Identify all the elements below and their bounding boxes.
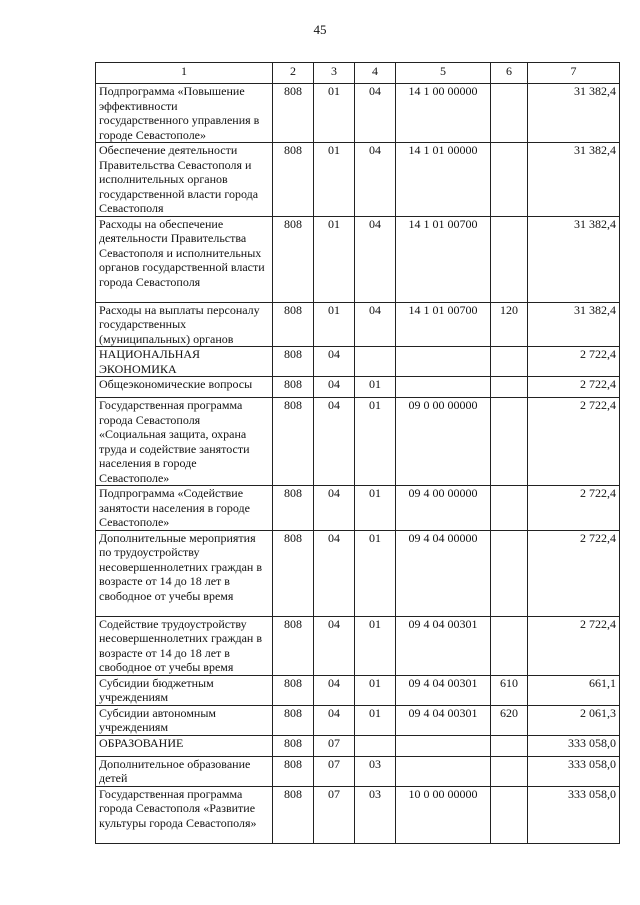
table-row [96, 302, 620, 347]
subsection-code-cell: 01 [355, 377, 396, 398]
subsection-code-cell: 04 [355, 84, 396, 143]
header-cell: 7 [528, 63, 620, 84]
ministry-code-cell: 808 [273, 377, 314, 398]
amount-cell: 661,1 [528, 675, 620, 705]
expense-type-cell: 610 [491, 675, 528, 705]
ministry-code-cell: 808 [273, 398, 314, 486]
amount-cell: 2 722,4 [528, 530, 620, 616]
expense-type-cell [491, 216, 528, 302]
table-row [96, 486, 620, 531]
ministry-code-cell: 808 [273, 302, 314, 347]
subsection-code-cell: 01 [355, 486, 396, 531]
ministry-code-cell: 808 [273, 84, 314, 143]
section-code-cell: 07 [314, 756, 355, 786]
table-row [96, 705, 620, 735]
subsection-code-cell: 04 [355, 143, 396, 217]
section-code-cell: 01 [314, 143, 355, 217]
target-article-cell: 14 1 01 00000 [396, 143, 491, 217]
subsection-code-cell [355, 735, 396, 756]
table-row [96, 735, 620, 756]
table-row [96, 84, 620, 143]
table-row [96, 216, 620, 302]
amount-cell: 31 382,4 [528, 302, 620, 347]
ministry-code-cell: 808 [273, 347, 314, 377]
section-code-cell: 07 [314, 735, 355, 756]
header-cell: 3 [314, 63, 355, 84]
amount-cell: 31 382,4 [528, 143, 620, 217]
section-code-cell: 04 [314, 486, 355, 531]
section-code-cell: 07 [314, 786, 355, 843]
target-article-cell: 09 0 00 00000 [396, 398, 491, 486]
ministry-code-cell: 808 [273, 530, 314, 616]
subsection-code-cell: 03 [355, 756, 396, 786]
section-code-cell: 01 [314, 84, 355, 143]
amount-cell: 333 058,0 [528, 735, 620, 756]
target-article-cell [396, 756, 491, 786]
target-article-cell [396, 347, 491, 377]
expense-type-cell [491, 398, 528, 486]
item-name-cell: Содействие трудоустройству несовершеннолетних граждан в возрасте от 14 до 18 лет в свободное от учебы время [96, 616, 273, 675]
expense-type-cell [491, 347, 528, 377]
ministry-code-cell: 808 [273, 675, 314, 705]
subsection-code-cell: 04 [355, 216, 396, 302]
table-row [96, 616, 620, 675]
subsection-code-cell: 01 [355, 530, 396, 616]
ministry-code-cell: 808 [273, 616, 314, 675]
section-code-cell: 04 [314, 616, 355, 675]
table-row [96, 377, 620, 398]
item-name-cell: Государственная программа города Севастополя «Развитие культуры города Севастополя» [96, 786, 273, 843]
expense-type-cell [491, 616, 528, 675]
expense-type-cell [491, 486, 528, 531]
target-article-cell: 09 4 04 00301 [396, 616, 491, 675]
expense-type-cell [491, 84, 528, 143]
section-code-cell: 04 [314, 530, 355, 616]
target-article-cell: 09 4 00 00000 [396, 486, 491, 531]
ministry-code-cell: 808 [273, 486, 314, 531]
target-article-cell: 14 1 00 00000 [396, 84, 491, 143]
table-row [96, 675, 620, 705]
subsection-code-cell: 03 [355, 786, 396, 843]
table-row [96, 786, 620, 843]
section-code-cell: 01 [314, 216, 355, 302]
item-name-cell: Общеэкономические вопросы [96, 377, 273, 398]
target-article-cell: 09 4 04 00000 [396, 530, 491, 616]
item-name-cell: Дополнительное образование детей [96, 756, 273, 786]
expense-type-cell: 620 [491, 705, 528, 735]
header-cell: 6 [491, 63, 528, 84]
subsection-code-cell: 01 [355, 705, 396, 735]
section-code-cell: 04 [314, 398, 355, 486]
expense-type-cell [491, 735, 528, 756]
table-row [96, 347, 620, 377]
section-code-cell: 04 [314, 705, 355, 735]
amount-cell: 2 722,4 [528, 616, 620, 675]
page-number: 45 [313, 22, 327, 37]
item-name-cell: Дополнительные мероприятия по трудоустройству несовершеннолетних граждан в возрасте от 14 до 18 лет в свободное от учебы время [96, 530, 273, 616]
target-article-cell: 14 1 01 00700 [396, 216, 491, 302]
amount-cell: 31 382,4 [528, 216, 620, 302]
amount-cell: 333 058,0 [528, 756, 620, 786]
amount-cell: 2 722,4 [528, 377, 620, 398]
section-code-cell: 01 [314, 302, 355, 347]
item-name-cell: Субсидии автономным учреждениям [96, 705, 273, 735]
expense-type-cell [491, 143, 528, 217]
ministry-code-cell: 808 [273, 216, 314, 302]
amount-cell: 2 722,4 [528, 398, 620, 486]
subsection-code-cell: 01 [355, 675, 396, 705]
amount-cell: 2 061,3 [528, 705, 620, 735]
subsection-code-cell: 04 [355, 302, 396, 347]
section-code-cell: 04 [314, 347, 355, 377]
target-article-cell [396, 735, 491, 756]
header-cell: 4 [355, 63, 396, 84]
item-name-cell: Расходы на выплаты персоналу государственных (муниципальных) органов [96, 302, 273, 347]
table-row [96, 143, 620, 217]
amount-cell: 31 382,4 [528, 84, 620, 143]
item-name-cell: Подпрограмма «Содействие занятости населения в городе Севастополе» [96, 486, 273, 531]
target-article-cell: 09 4 04 00301 [396, 705, 491, 735]
ministry-code-cell: 808 [273, 756, 314, 786]
ministry-code-cell: 808 [273, 735, 314, 756]
section-code-cell: 04 [314, 675, 355, 705]
target-article-cell: 09 4 04 00301 [396, 675, 491, 705]
header-cell: 5 [396, 63, 491, 84]
table-row [96, 756, 620, 786]
section-code-cell: 04 [314, 377, 355, 398]
table-header-row [96, 63, 620, 84]
expense-type-cell [491, 377, 528, 398]
ministry-code-cell: 808 [273, 705, 314, 735]
item-name-cell: Расходы на обеспечение деятельности Правительства Севастополя и исполнительных органов государственной власти города Севастополя [96, 216, 273, 302]
item-name-cell: Подпрограмма «Повышение эффективности государственного управления в городе Севастополе» [96, 84, 273, 143]
expense-type-cell [491, 530, 528, 616]
ministry-code-cell: 808 [273, 786, 314, 843]
target-article-cell: 14 1 01 00700 [396, 302, 491, 347]
amount-cell: 2 722,4 [528, 486, 620, 531]
header-cell: 2 [273, 63, 314, 84]
item-name-cell: ОБРАЗОВАНИЕ [96, 735, 273, 756]
item-name-cell: Субсидии бюджетным учреждениям [96, 675, 273, 705]
ministry-code-cell: 808 [273, 143, 314, 217]
budget-table [95, 62, 620, 844]
expense-type-cell: 120 [491, 302, 528, 347]
subsection-code-cell: 01 [355, 616, 396, 675]
expense-type-cell [491, 786, 528, 843]
item-name-cell: НАЦИОНАЛЬНАЯ ЭКОНОМИКА [96, 347, 273, 377]
subsection-code-cell [355, 347, 396, 377]
table-row [96, 398, 620, 486]
subsection-code-cell: 01 [355, 398, 396, 486]
target-article-cell [396, 377, 491, 398]
target-article-cell: 10 0 00 00000 [396, 786, 491, 843]
header-cell: 1 [96, 63, 273, 84]
item-name-cell: Государственная программа города Севастополя «Социальная защита, охрана труда и содействие занятости населения в городе Севастополе» [96, 398, 273, 486]
table-row [96, 530, 620, 616]
expense-type-cell [491, 756, 528, 786]
amount-cell: 2 722,4 [528, 347, 620, 377]
item-name-cell: Обеспечение деятельности Правительства Севастополя и исполнительных органов государственной власти города Севастополя [96, 143, 273, 217]
amount-cell: 333 058,0 [528, 786, 620, 843]
